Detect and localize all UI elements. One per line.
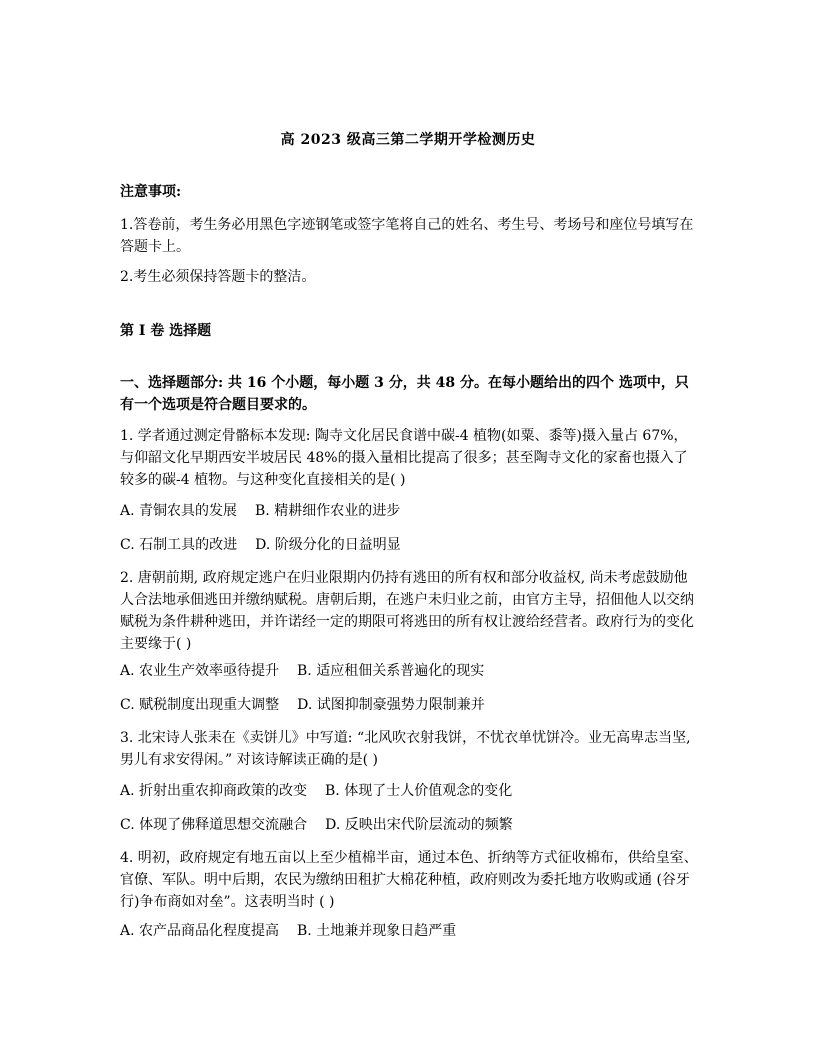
question-4-option-a: A. 农产品商品化程度提高	[120, 923, 280, 939]
question-1-option-d: D. 阶级分化的日益明显	[255, 537, 401, 553]
document-title: 高 2023 级高三第二学期开学检测历史	[280, 132, 536, 148]
question-1-option-b: B. 精耕细作农业的进步	[255, 503, 401, 519]
notice-item-1: 1.答卷前，考生务必用黑色字迹钢笔或签字笔将自己的姓名、考生号、考场号和座位号填写在答题卡上。	[120, 217, 694, 255]
part-heading: 第 I 卷 选择题	[120, 323, 212, 339]
question-3-option-d: D. 反映出宋代阶层流动的频繁	[325, 817, 513, 833]
question-2-option-a: A. 农业生产效率亟待提升	[120, 663, 280, 679]
question-3-option-a: A. 折射出重农抑商政策的改变	[120, 783, 308, 799]
question-2-option-d: D. 试图抑制豪强势力限制兼并	[297, 697, 485, 713]
question-1-option-a: A. 青铜农具的发展	[120, 503, 238, 519]
question-4-option-b: B. 土地兼并现象日趋严重	[297, 923, 457, 939]
question-3-stem: 3. 北宋诗人张耒在《卖饼儿》中写道: “北风吹衣射我饼，不忧衣单忧饼冷。业无高卑志当坚, 男儿有求安得闲。” 对该诗解读正确的是( )	[120, 730, 691, 768]
section-instruction: 一、选择题部分: 共 16 个小题，每小题 3 分，共 48 分。在每小题给出的四个 选项中，只有一个选项是符合题目要求的。	[120, 375, 689, 413]
question-1-options-row-1	[120, 500, 700, 522]
question-3-options-row-2	[120, 814, 700, 836]
question-1-stem: 1. 学者通过测定骨骼标本发现: 陶寺文化居民食谱中碳-4 植物(如粟、黍等)摄入量占 67%，与仰韶文化早期西安半坡居民 48%的摄入量相比提高了很多；甚至陶寺文化的家畜也摄入了较多的碳-4 植物。与这种变化直接相关的是( )	[120, 428, 688, 488]
question-2-option-b: B. 适应租佃关系普遍化的现实	[297, 663, 485, 679]
question-2-options-row-1	[120, 660, 700, 682]
question-1-options-row-2	[120, 534, 700, 556]
question-2-option-c: C. 赋税制度出现重大调整	[120, 697, 280, 713]
question-1-option-c: C. 石制工具的改进	[120, 537, 238, 553]
question-4-options-row-1	[120, 920, 700, 942]
question-2-stem: 2. 唐朝前期, 政府规定逃户在归业限期内仍持有逃田的所有权和部分收益权, 尚未考虑鼓励他人合法地承佃逃田并缴纳赋税。唐朝后期，在逃户未归业之前，由官方主导，招佃他人以交纳赋税为条件耕种逃田，并许诺经一定的期限可将逃田的所有权让渡给经营者。政府行为的变化主要缘于( )	[120, 570, 694, 652]
question-3-options-row-1	[120, 780, 700, 802]
question-2-options-row-2	[120, 694, 700, 716]
question-4-stem: 4. 明初，政府规定有地五亩以上至少植棉半亩，通过本色、折纳等方式征收棉布，供给皇室、官僚、军队。明中后期，农民为缴纳田租扩大棉花种植，政府则改为委托地方收购或通 (谷牙行)争布商如对垒”。这表明当时 ( )	[120, 850, 698, 910]
notice-heading: 注意事项:	[120, 184, 182, 200]
question-3-option-c: C. 体现了佛释道思想交流融合	[120, 817, 308, 833]
question-3-option-b: B. 体现了士人价值观念的变化	[325, 783, 513, 799]
notice-item-2: 2.考生必须保持答题卡的整洁。	[120, 269, 316, 285]
